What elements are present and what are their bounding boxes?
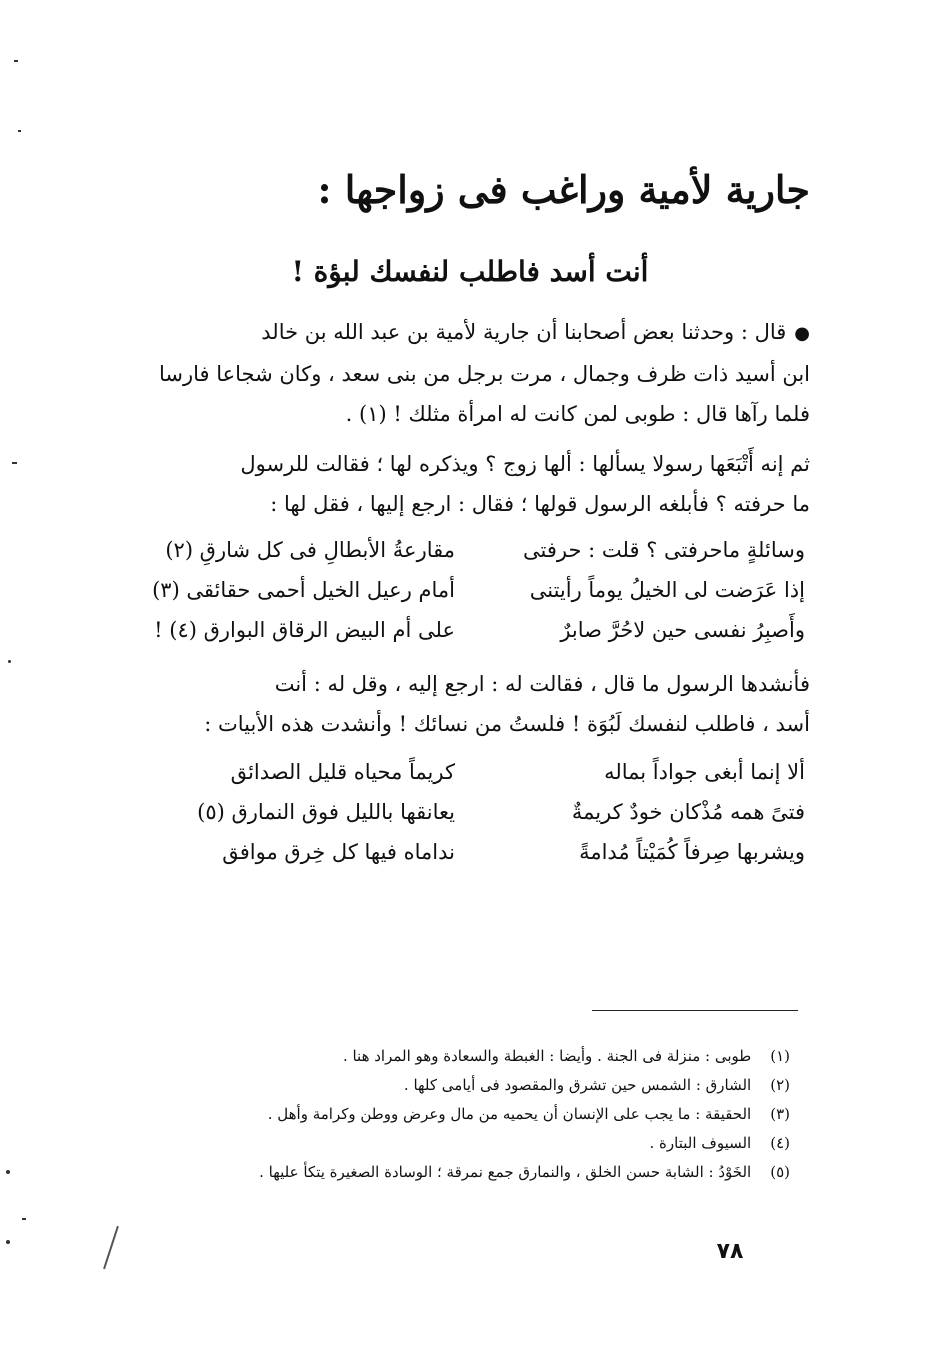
poem-verse [135, 530, 805, 570]
footnote-number: (٢) [770, 1076, 790, 1094]
footnote-number: (٥) [770, 1163, 790, 1181]
bullet-icon: ● [794, 323, 810, 344]
paragraph-line: فأنشدها الرسول ما قال ، فقالت له : ارجع إليه ، وقل له : أنت [274, 672, 810, 696]
footnote-number: (١) [770, 1047, 790, 1065]
poem-2 [135, 752, 805, 872]
paragraph-line: فلما رآها قال : طوبى لمن كانت له امرأة مثلك ! (١) . [345, 402, 810, 426]
scan-mark [6, 1240, 10, 1244]
footnote-text: الشارق : الشمس حين تشرق والمقصود فى أيامى كلها . [403, 1076, 752, 1094]
verse-first-hemistich: إذا عَرَضت لى الخيلُ يوماً رأيتنى [529, 578, 805, 602]
poem-verse [135, 610, 805, 650]
verse-second-hemistich: أمام رعيل الخيل أحمى حقائقى (٣) [152, 578, 455, 602]
scan-mark [6, 1170, 10, 1174]
scan-mark [14, 60, 18, 62]
footnote-number: (٤) [770, 1134, 790, 1152]
verse-second-hemistich: نداماه فيها كل خِرق موافق [222, 840, 455, 864]
footnote [190, 1129, 790, 1158]
poem-verse [135, 792, 805, 832]
verse-first-hemistich: فتىً همه مُذْكان خودٌ كريمةٌ [571, 800, 805, 824]
paragraph-line: ما حرفته ؟ فأبلغه الرسول قولها ؛ فقال : ارجع إليها ، فقل لها : [270, 492, 810, 516]
footnote [190, 1042, 790, 1071]
footnote-number: (٣) [770, 1105, 790, 1123]
section-subheading: أنت أسد فاطلب لنفسك لبؤة ! [291, 255, 649, 288]
scan-mark [18, 130, 21, 132]
footnote [190, 1071, 790, 1100]
footnotes [190, 1042, 790, 1187]
scan-mark [12, 462, 17, 464]
paragraph-line: ثم إنه أَتْبَعَها رسولا يسألها : ألها زوج ؟ ويذكره لها ؛ فقالت للرسول [240, 452, 810, 476]
paragraph-2 [130, 444, 810, 524]
poem-verse [135, 832, 805, 872]
page-number: ٧٨ [716, 1239, 744, 1264]
footnote-text: طوبى : منزلة فى الجنة . وأيضا : الغبطة والسعادة وهو المراد هنا . [342, 1047, 752, 1065]
footnote-text: السيوف البتارة . [649, 1134, 752, 1152]
verse-first-hemistich: ويشربها صِرفاً كُمَيْتاً مُدامةً [579, 840, 805, 864]
scan-mark [103, 1226, 118, 1269]
verse-second-hemistich: يعانقها بالليل فوق النمارق (٥) [197, 800, 455, 824]
verse-second-hemistich: مقارعةُ الأبطالِ فى كل شارقِ (٢) [165, 538, 455, 562]
verse-first-hemistich: ألا إنما أبغى جواداً بماله [604, 760, 805, 784]
poem-verse [135, 570, 805, 610]
footnote [190, 1100, 790, 1129]
footnote [190, 1158, 790, 1187]
scan-mark [22, 1218, 26, 1220]
footnote-text: الخَوْدُ : الشابة حسن الخلق ، والنمارق جمع نمرقة ؛ الوسادة الصغيرة يتكأ عليها . [259, 1163, 752, 1181]
paragraph-1 [130, 312, 810, 434]
paragraph-line: أسد ، فاطلب لنفسك لَبُوَة ! فلستُ من نسائك ! وأنشدت هذه الأبيات : [204, 712, 810, 736]
poem-1 [135, 530, 805, 650]
verse-first-hemistich: وسائلةٍ ماحرفتى ؟ قلت : حرفتى [523, 538, 805, 562]
footnote-text: الحقيقة : ما يجب على الإنسان أن يحميه من مال وعرض ووطن وكرامة وأهل . [267, 1105, 752, 1123]
verse-second-hemistich: على أم البيض الرقاق البوارق (٤) ! [154, 618, 455, 642]
section-heading: جارية لأمية وراغب فى زواجها : [317, 167, 810, 212]
footnote-divider [592, 1010, 798, 1011]
verse-first-hemistich: وأَصبِرُ نفسى حين لاحُرَّ صابرٌ [560, 618, 805, 642]
scan-mark [8, 660, 11, 663]
verse-second-hemistich: كريماً محياه قليل الصدائق [230, 760, 455, 784]
paragraph-3 [130, 664, 810, 744]
paragraph-line: ●قال : وحدثنا بعض أصحابنا أن جارية لأمية بن عبد الله بن خالد [261, 320, 810, 344]
poem-verse [135, 752, 805, 792]
paragraph-line: ابن أسيد ذات ظرف وجمال ، مرت برجل من بنى سعد ، وكان شجاعا فارسا [158, 362, 810, 386]
